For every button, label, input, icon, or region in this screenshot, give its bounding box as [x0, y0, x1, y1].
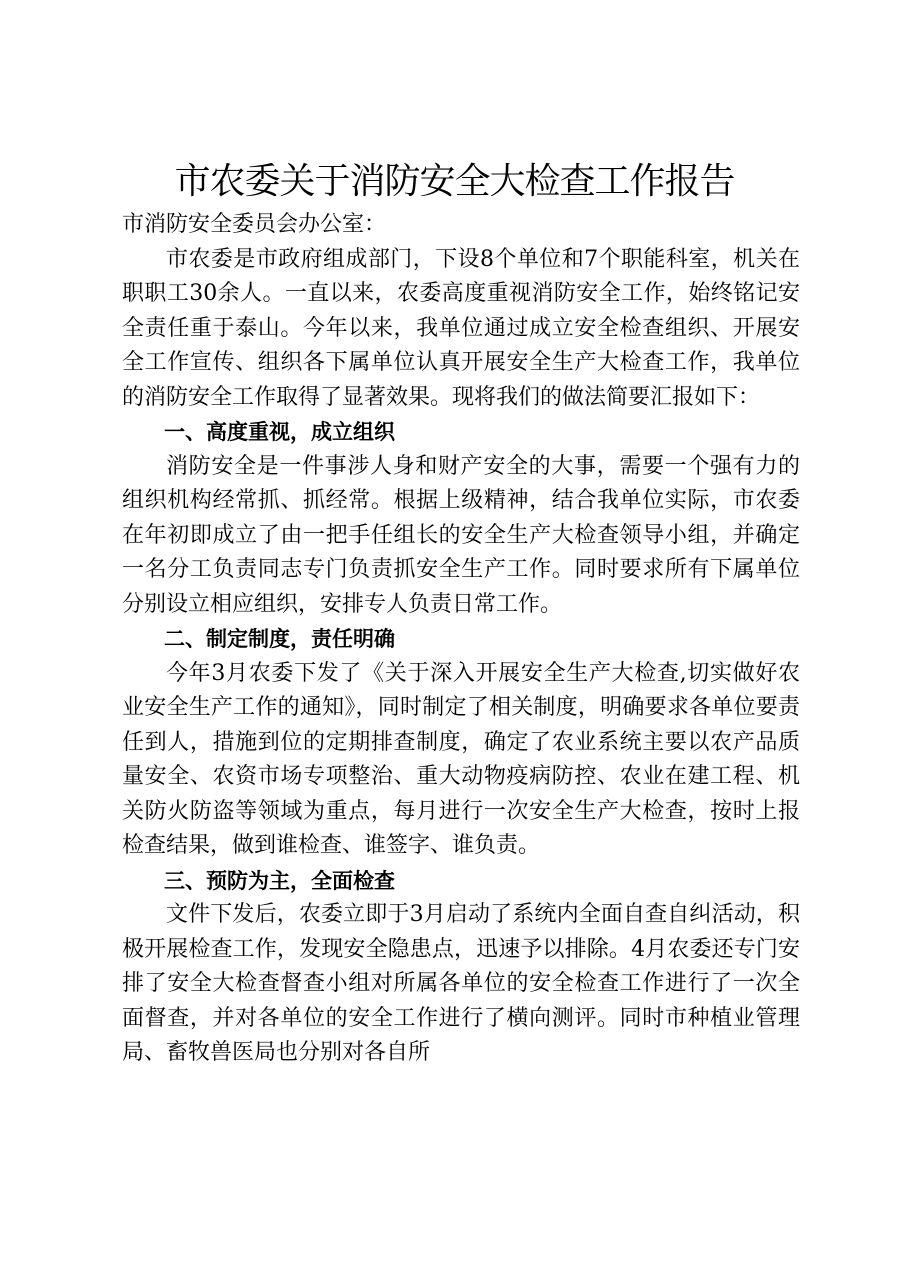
section-paragraph-1: 消防安全是一件事涉人身和财产安全的大事，需要一个强有力的组织机构经常抓、抓经常。根据上级精神，结合我单位实际，市农委在年初即成立了由一把手任组长的安全生产大检查领导小组，并确定一名分工负责同志专门负责抓安全生产工作。同时要求所有下属单位分别设立相应组织，安排专人负责日常工作。 — [122, 453, 800, 617]
section-paragraph-2: 今年3月农委下发了《关于深入开展安全生产大检查,切实做好农业安全生产工作的通知》，同时制定了相关制度，明确要求各单位要责任到人，措施到位的定期排查制度，确定了农业系统主要以农产品质量安全、农资市场专项整治、重大动物疫病防控、农业在建工程、机关防火防盗等领域为重点，每月进行一次安全生产大检查，按时上报检查结果，做到谁检查、谁签字、谁负责。 — [122, 660, 800, 858]
intro-paragraph: 市农委是市政府组成部门，下设8个单位和7个职能科室，机关在职职工30余人。一直以来，农委高度重视消防安全工作，始终铭记安全责任重于泰山。今年以来，我单位通过成立安全检查组织、开展安全工作宣传、组织各下属单位认真开展安全生产大检查工作，我单位的消防安全工作取得了显著效果。现将我们的做法简要汇报如下： — [122, 246, 800, 410]
document-body — [122, 208, 800, 1071]
section-heading-3: 三、预防为主，全面检查 — [164, 868, 395, 893]
section-heading-1: 一、高度重视，成立组织 — [164, 420, 395, 444]
section-heading-2: 二、制定制度，责任明确 — [164, 627, 395, 651]
addressee: 市消防安全委员会办公室： — [122, 212, 387, 237]
document-title: 市农委关于消防安全大检查工作报告 — [174, 161, 735, 202]
section-paragraph-3: 文件下发后，农委立即于3月启动了系统内全面自查自纠活动，积极开展检查工作，发现安全隐患点，迅速予以排除。4月农委还专门安排了安全大检查督查小组对所属各单位的安全检查工作进行了一次全面督查，并对各单位的安全工作进行了横向测评。同时市种植业管理局、畜牧兽医局也分别对各自所 — [122, 902, 800, 1065]
